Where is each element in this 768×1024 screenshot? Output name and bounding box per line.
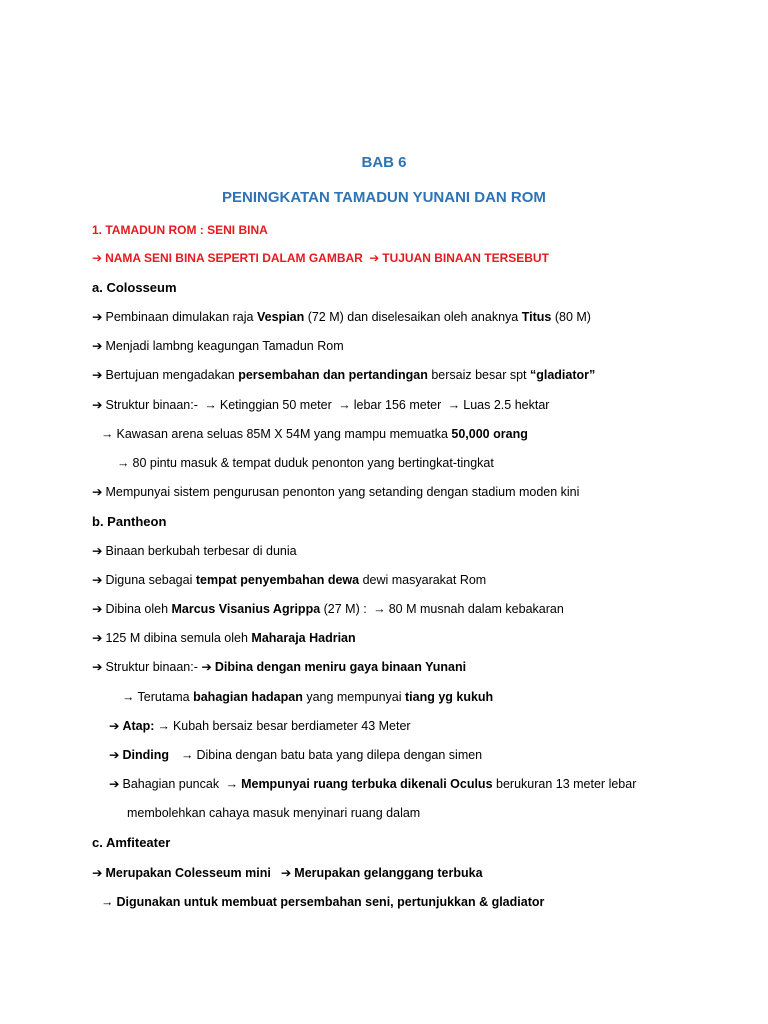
directive-b: TUJUAN BINAAN TERSEBUT (382, 251, 549, 265)
directive-a: NAMA SENI BINA SEPERTI DALAM GAMBAR (105, 251, 363, 265)
arrow-right-icon: ➔ (109, 748, 120, 762)
arrow-small-icon: → (225, 777, 239, 791)
colosseum-heading: a. Colosseum (92, 280, 177, 295)
text: Diguna sebagai (105, 573, 196, 587)
text: dewi masyarakat Rom (359, 573, 487, 587)
text: berukuran 13 meter lebar (492, 777, 637, 791)
text: Ketinggian 50 meter (219, 398, 336, 412)
pantheon-heading: b. Pantheon (92, 514, 167, 529)
text-bold: Merupakan Colesseum mini (105, 866, 271, 880)
text: Kubah bersaiz besar berdiameter 43 Meter (172, 719, 411, 733)
amfiteater-line-2 (101, 894, 544, 910)
text: 80 pintu masuk & tempat duduk penonton yang bertingkat-tingkat (132, 456, 494, 470)
arrow-small-icon: → (181, 748, 194, 762)
text: (27 M) : (320, 602, 371, 616)
text: yang mempunyai (302, 690, 405, 704)
pantheon-line-2 (92, 572, 486, 588)
text-bold: 50,000 orang (451, 427, 528, 441)
text: lebar 156 meter (353, 398, 445, 412)
arrow-right-icon: ➔ (92, 339, 103, 353)
pantheon-line-3 (92, 601, 564, 617)
pantheon-line-4 (92, 630, 356, 646)
arrow-right-icon: ➔ (109, 719, 120, 733)
arrow-small-icon: → (117, 456, 130, 470)
text-bold: “gladiator” (529, 368, 596, 382)
amfiteater-line-1 (92, 865, 483, 881)
text: Struktur binaan:- (105, 398, 202, 412)
arrow-small-icon: → (101, 895, 114, 909)
text: Mempunyai sistem pengurusan penonton yang setanding dengan stadium moden kini (105, 485, 580, 499)
text: Binaan berkubah terbesar di dunia (105, 544, 297, 558)
pantheon-line-10 (127, 805, 420, 821)
arrow-right-icon: ➔ (92, 485, 103, 499)
text: Bahagian puncak (122, 777, 223, 791)
text: Bertujuan mengadakan (105, 368, 239, 382)
text: Struktur binaan:- (105, 660, 202, 674)
text-bold: Merupakan gelanggang terbuka (294, 866, 483, 880)
text: 125 M dibina semula oleh (105, 631, 252, 645)
section-heading: 1. TAMADUN ROM : SENI BINA (92, 223, 268, 237)
colosseum-line-1 (92, 309, 591, 325)
text-bold: bahagian hadapan (193, 690, 303, 704)
text: Kawasan arena seluas 85M X 54M yang mampu memuatka (116, 427, 452, 441)
arrow-small-icon: → (122, 690, 135, 704)
amfiteater-heading: c. Amfiteater (92, 835, 171, 850)
pantheon-line-7 (109, 718, 411, 734)
arrow-right-icon: ➔ (92, 602, 103, 616)
colosseum-line-3 (92, 367, 595, 383)
arrow-right-icon: ➔ (92, 398, 103, 412)
text-bold: Atap: (122, 719, 155, 733)
arrow-right-icon: ➔ (109, 777, 120, 791)
text-bold: tiang yg kukuh (404, 690, 494, 704)
arrow-right-icon: ➔ (280, 866, 292, 880)
pantheon-line-8 (109, 747, 482, 763)
text: Pembinaan dimulakan raja (105, 310, 257, 324)
text: bersaiz besar spt (427, 368, 530, 382)
pantheon-line-6 (122, 689, 493, 705)
arrow-right-icon: ➔ (92, 631, 103, 645)
text: Terutama (137, 690, 194, 704)
arrow-small-icon: → (373, 602, 386, 616)
text: membolehkan cahaya masuk menyinari ruang dalam (127, 806, 421, 820)
text: 80 M musnah dalam kebakaran (388, 602, 564, 616)
arrow-right-icon: ➔ (92, 866, 103, 880)
arrow-right-icon: ➔ (92, 660, 103, 674)
text: Dibina dengan batu bata yang dilepa dengan simen (196, 748, 483, 762)
text-bold: persembahan dan pertandingan (238, 368, 428, 382)
text-bold: Dinding (122, 748, 169, 762)
arrow-right-icon: ➔ (92, 368, 103, 382)
text-bold: Marcus Visanius Agrippa (171, 602, 321, 616)
text-bold: Maharaja Hadrian (251, 631, 356, 645)
text: (80 M) (551, 310, 591, 324)
arrow-right-icon: ➔ (92, 573, 103, 587)
arrow-small-icon: → (338, 398, 351, 412)
pantheon-line-1 (92, 543, 297, 559)
text-bold: tempat penyembahan dewa (195, 573, 360, 587)
text-bold: Dibina dengan meniru gaya binaan Yunani (214, 660, 467, 674)
colosseum-line-6 (117, 455, 494, 471)
colosseum-line-5 (101, 426, 528, 442)
text: Menjadi lambng keagungan Tamadun Rom (105, 339, 344, 353)
arrow-small-icon: → (101, 427, 114, 441)
text-bold: Digunakan untuk membuat persembahan seni, pertunjukkan & gladiator (116, 895, 545, 909)
text: (72 M) dan diselesaikan oleh anaknya (304, 310, 522, 324)
arrow-small-icon: → (447, 398, 461, 412)
chapter-number: BAB 6 (361, 154, 407, 171)
arrow-small-icon: → (157, 719, 170, 733)
chapter-title: PENINGKATAN TAMADUN YUNANI DAN ROM (222, 189, 546, 206)
arrow-right-icon: ➔ (92, 251, 103, 265)
text-bold: Titus (521, 310, 552, 324)
text: Dibina oleh (105, 602, 172, 616)
arrow-right-icon: ➔ (201, 660, 212, 674)
arrow-right-icon: ➔ (369, 251, 380, 265)
arrow-right-icon: ➔ (92, 310, 103, 324)
colosseum-line-2 (92, 338, 344, 354)
pantheon-line-9 (109, 776, 636, 792)
colosseum-line-7 (92, 484, 579, 500)
colosseum-line-4 (92, 397, 549, 413)
directive-line (92, 250, 549, 266)
arrow-small-icon: → (204, 398, 217, 412)
arrow-right-icon: ➔ (92, 544, 103, 558)
text-bold: Mempunyai ruang terbuka dikenali Oculus (241, 777, 493, 791)
text: Luas 2.5 hektar (463, 398, 550, 412)
pantheon-line-5 (92, 659, 466, 675)
text-bold: Vespian (256, 310, 305, 324)
